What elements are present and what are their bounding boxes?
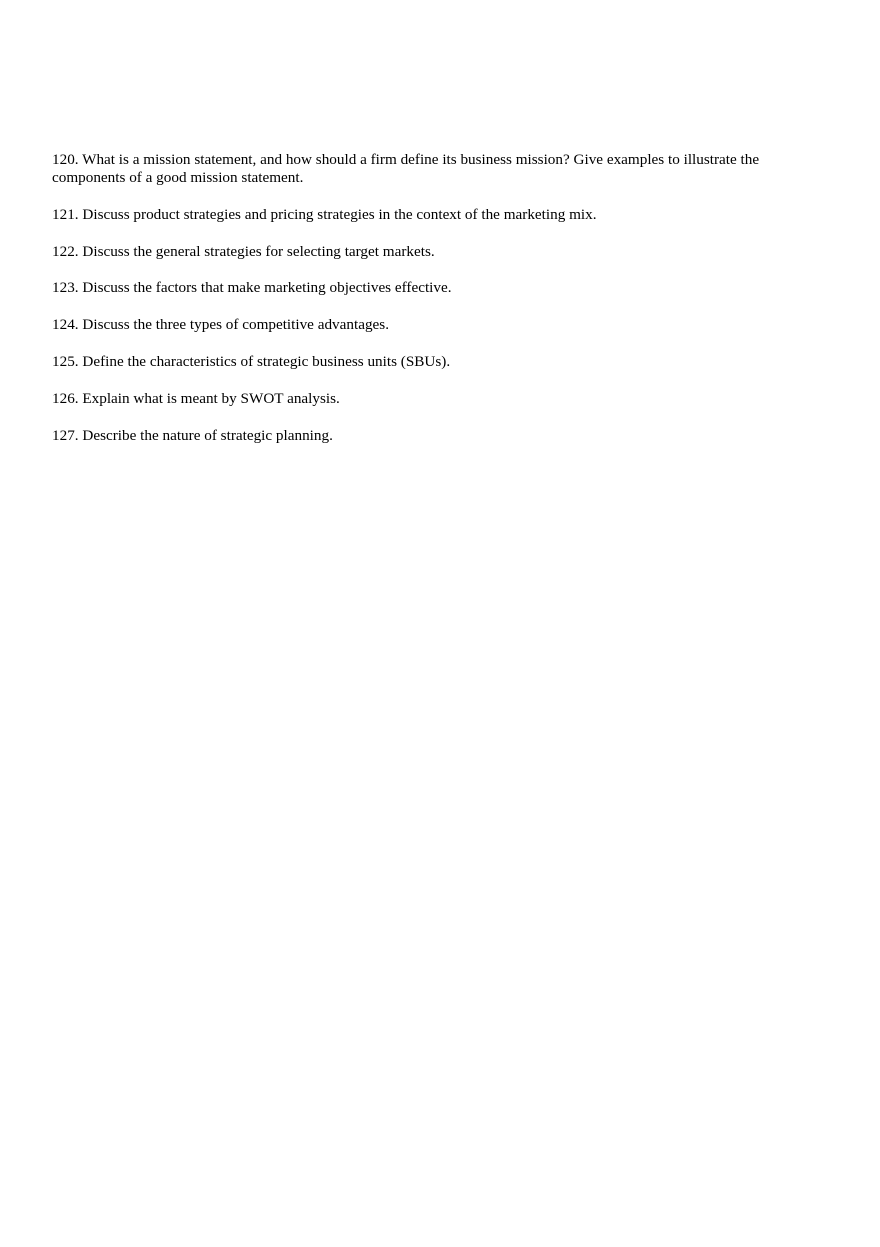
question-item — [52, 427, 812, 445]
question-text: Describe the nature of strategic planning. — [82, 426, 333, 444]
question-number: 123. — [52, 279, 79, 297]
question-number: 120. — [52, 151, 79, 168]
question-text: Define the characteristics of strategic business units (SBUs). — [82, 352, 451, 370]
question-item — [52, 279, 812, 297]
question-text: Discuss the general strategies for selecting target markets. — [82, 242, 435, 260]
question-number: 127. — [52, 426, 79, 444]
question-number: 121. — [52, 205, 79, 223]
question-number: 126. — [52, 389, 79, 407]
question-item — [52, 243, 812, 261]
question-text: Explain what is meant by SWOT analysis. — [82, 389, 340, 407]
question-item — [52, 316, 812, 334]
question-number: 124. — [52, 316, 79, 334]
question-item — [52, 390, 812, 408]
question-text: What is a mission statement, and how should a firm define its business mission? Give examples to illustrate the components of a good mission statement. — [52, 151, 760, 186]
question-number: 122. — [52, 242, 79, 260]
question-list — [52, 151, 812, 463]
question-item — [52, 353, 812, 371]
question-item — [52, 151, 812, 187]
question-text: Discuss the factors that make marketing objectives effective. — [82, 279, 452, 297]
question-number: 125. — [52, 352, 79, 370]
question-text: Discuss the three types of competitive advantages. — [82, 316, 389, 334]
question-item — [52, 206, 812, 224]
question-text: Discuss product strategies and pricing strategies in the context of the marketing mix. — [82, 205, 597, 223]
